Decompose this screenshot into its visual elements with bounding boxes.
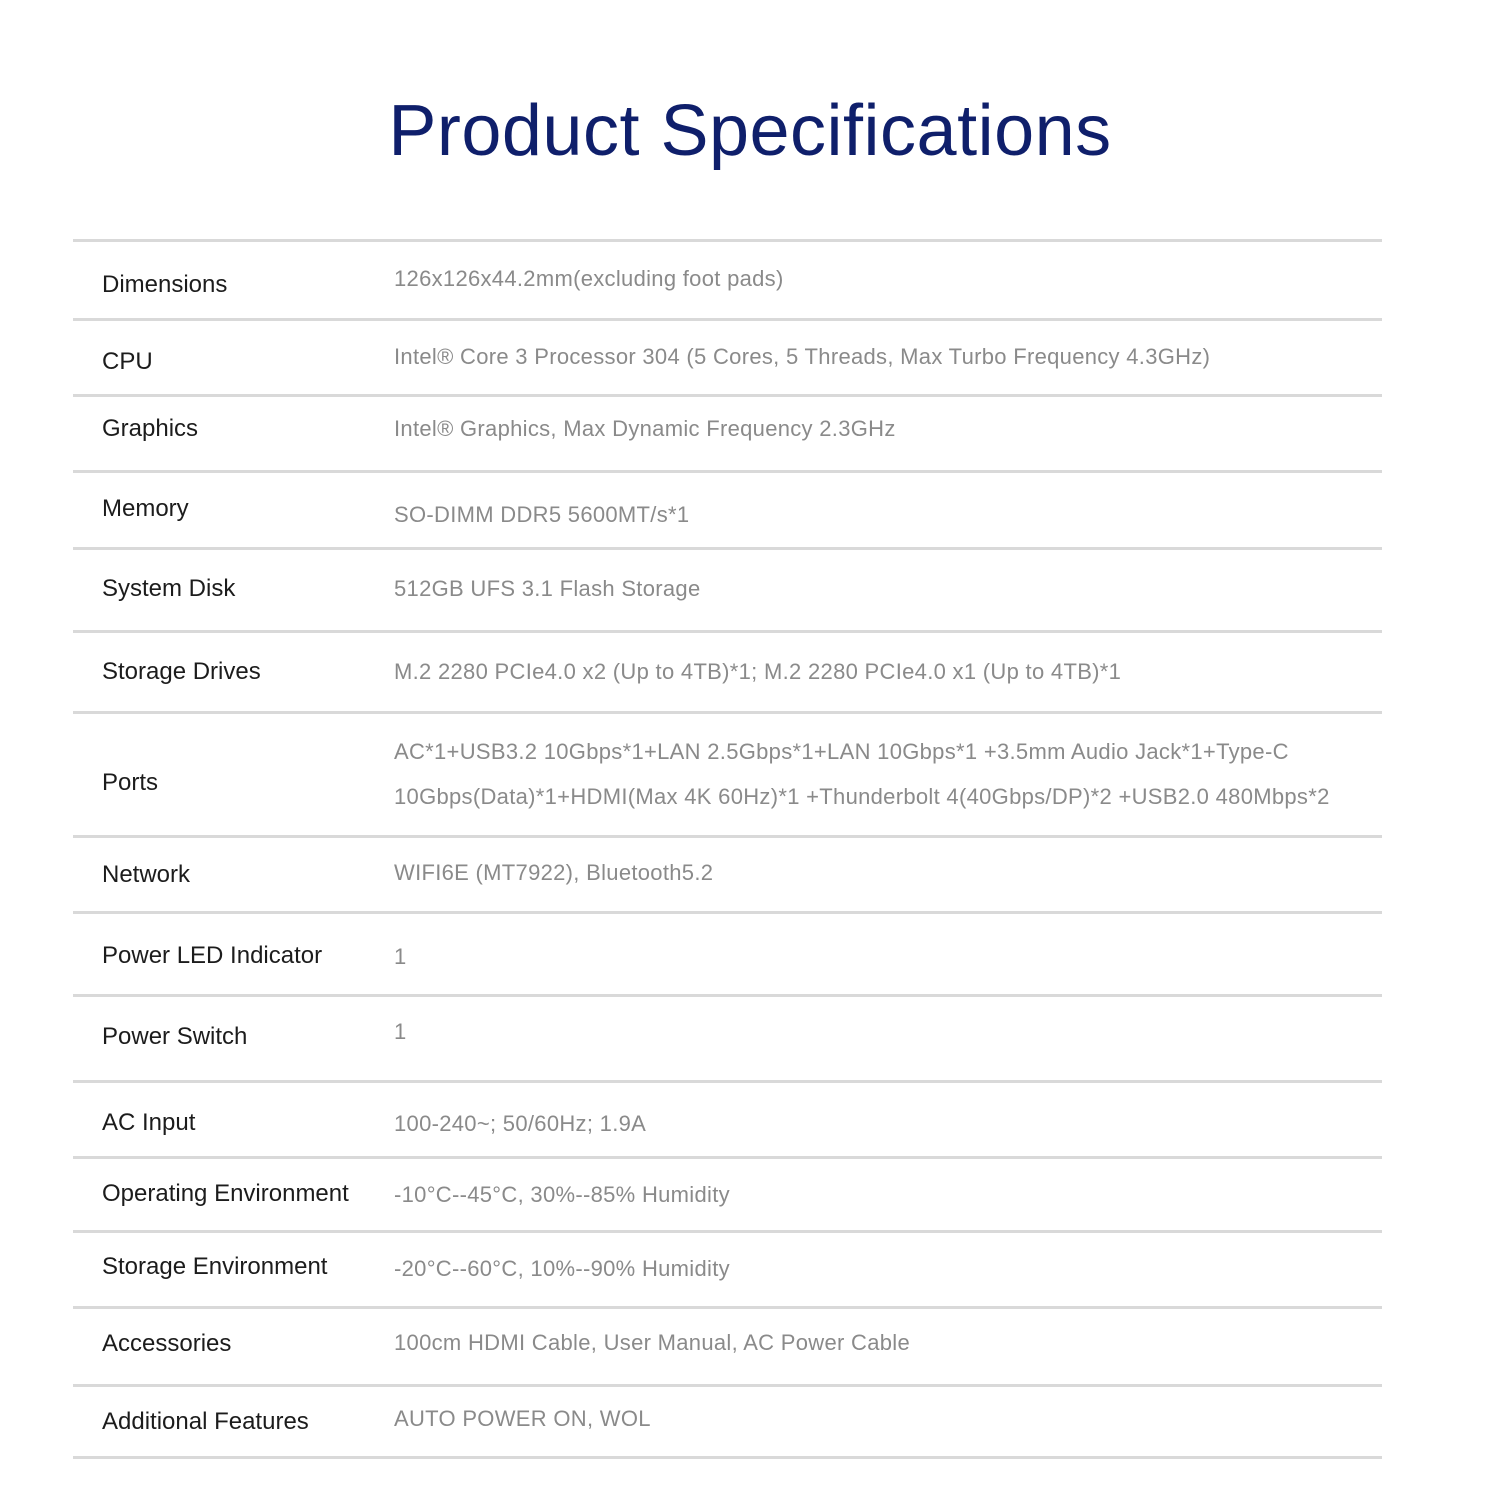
spec-row-dimensions (73, 242, 1382, 321)
spec-value: AUTO POWER ON, WOL (394, 1406, 651, 1431)
spec-label: Additional Features (102, 1408, 309, 1435)
spec-table (73, 239, 1382, 1459)
spec-label: Operating Environment (102, 1180, 349, 1207)
spec-value: 126x126x44.2mm(excluding foot pads) (394, 266, 784, 291)
spec-label: Memory (102, 495, 189, 522)
spec-row-memory (73, 473, 1382, 550)
spec-value: 100cm HDMI Cable, User Manual, AC Power Cable (394, 1330, 911, 1355)
spec-row-additional-features (73, 1387, 1382, 1459)
spec-row-ac-input (73, 1083, 1382, 1159)
spec-label: Ports (102, 769, 159, 796)
spec-label: AC Input (102, 1109, 196, 1136)
spec-value: 512GB UFS 3.1 Flash Storage (394, 576, 701, 601)
spec-value: M.2 2280 PCIe4.0 x2 (Up to 4TB)*1; M.2 2280 PCIe4.0 x1 (Up to 4TB)*1 (394, 659, 1122, 684)
spec-row-storage-drives (73, 633, 1382, 714)
spec-row-operating-environment (73, 1159, 1382, 1233)
spec-label: Power LED Indicator (102, 942, 323, 969)
spec-row-storage-environment (73, 1233, 1382, 1309)
spec-label: Graphics (102, 415, 199, 442)
page-title: Product Specifications (388, 91, 1112, 171)
spec-row-power-switch (73, 997, 1382, 1083)
spec-value: WIFI6E (MT7922), Bluetooth5.2 (394, 860, 714, 885)
spec-label: Power Switch (102, 1023, 248, 1050)
spec-row-system-disk (73, 550, 1382, 633)
spec-label: Accessories (102, 1330, 232, 1357)
spec-label: Network (102, 861, 191, 888)
spec-value: 1 (394, 944, 407, 969)
spec-row-network (73, 838, 1382, 914)
spec-label: CPU (102, 348, 153, 375)
spec-value: -10°C--45°C, 30%--85% Humidity (394, 1182, 730, 1207)
spec-row-graphics (73, 397, 1382, 473)
spec-value: SO-DIMM DDR5 5600MT/s*1 (394, 502, 690, 527)
spec-label: Storage Drives (102, 658, 261, 685)
spec-value-line-1: AC*1+USB3.2 10Gbps*1+LAN 2.5Gbps*1+LAN 10Gbps*1 +3.5mm Audio Jack*1+Type-C (394, 739, 1289, 764)
spec-row-power-led (73, 914, 1382, 997)
spec-value: -20°C--60°C, 10%--90% Humidity (394, 1256, 730, 1281)
spec-value: Intel® Graphics, Max Dynamic Frequency 2.3GHz (394, 416, 896, 441)
spec-row-cpu (73, 321, 1382, 397)
spec-value: Intel® Core 3 Processor 304 (5 Cores, 5 Threads, Max Turbo Frequency 4.3GHz) (394, 344, 1211, 369)
spec-value: 100-240~; 50/60Hz; 1.9A (394, 1111, 647, 1136)
spec-row-accessories (73, 1309, 1382, 1387)
spec-label: Storage Environment (102, 1253, 328, 1280)
spec-label: Dimensions (102, 271, 228, 298)
spec-label: System Disk (102, 575, 236, 602)
spec-value: 1 (394, 1019, 407, 1044)
spec-value-line-2: 10Gbps(Data)*1+HDMI(Max 4K 60Hz)*1 +Thunderbolt 4(40Gbps/DP)*2 +USB2.0 480Mbps*2 (394, 784, 1330, 809)
spec-row-ports (73, 714, 1382, 838)
